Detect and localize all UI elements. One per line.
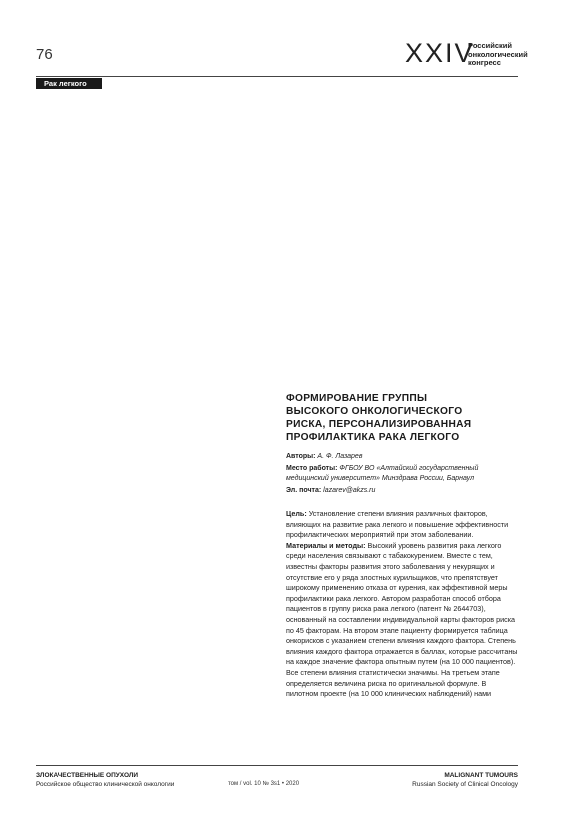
congress-title-line: онкологический (468, 49, 528, 59)
authors-line (286, 452, 520, 462)
email: lazarev@akzs.ru (323, 487, 376, 494)
article (286, 392, 520, 700)
authors-label: Авторы: (286, 453, 316, 460)
email-line (286, 486, 520, 496)
authors: А. Ф. Лазарев (317, 453, 363, 460)
methods-label: Материалы и методы: (286, 540, 366, 550)
footer-journal-ru (36, 771, 174, 789)
title-line: ФОРМИРОВАНИЕ ГРУППЫ (286, 393, 428, 404)
journal-title-ru: ЗЛОКАЧЕСТВЕННЫЕ ОПУХОЛИ (36, 772, 139, 779)
methods-text: Высокий уровень развития рака легкого среди населения связывают с табакокурением. Вместе с тем, известны факторы развития этого заболевания у некурящих и отсутствие его у ряда злостных курильщиков, что препятствует широкому применению отказа от курения, как эффективной меры профилактики рака легкого. Автором разработан способ отбора пациентов в группу риска рака легкого (патент № 2644703), основанный на составлении индивидуальной карты факторов риска по 45 факторам. На втором этапе пациенту формируется таблица онкорисков с указанием степени влияния каждого фактора. Степень влияния каждого фактора отражается в баллах, которые рассчитаны на каждое значение фактора опытным путем (на 10 000 пациентов). (286, 540, 518, 667)
society-ru: Российское общество клинической онкологии (36, 781, 175, 788)
title-line: ПРОФИЛАКТИКА РАКА ЛЕГКОГО (286, 432, 460, 443)
methods-paragraph (286, 541, 520, 668)
congress-number: XXIV (405, 38, 475, 68)
continuation-paragraph: Все степени влияния статистически значимы. На третьем этапе определяется величина риска по оригинальной формуле. В пилотном проекте (на 10 000 клинических наблюдений) нами (286, 667, 500, 699)
title-line: ВЫСОКОГО ОНКОЛОГИЧЕСКОГО (286, 406, 463, 417)
congress-title-line: конгресс (468, 58, 501, 67)
congress-title (468, 42, 528, 68)
footer-volume: том / vol. 10 № 3s1 • 2020 (228, 781, 300, 787)
journal-title-en: MALIGNANT TUMOURS (444, 772, 518, 779)
workplace: ФГБОУ ВО «Алтайский государственный медицинский университет» Минздрава России, Барнаул (286, 465, 479, 482)
section-tag: Рак легкого (36, 78, 102, 89)
aim-label: Цель: (286, 509, 307, 518)
page-number: 76 (36, 46, 53, 63)
email-label: Эл. почта: (286, 487, 322, 494)
header-divider (36, 76, 518, 77)
workplace-line (286, 464, 520, 484)
article-title (286, 392, 520, 444)
society-en: Russian Society of Clinical Oncology (412, 781, 518, 788)
footer-divider (36, 765, 518, 766)
article-meta (286, 452, 520, 496)
workplace-label: Место работы: (286, 465, 338, 472)
congress-title-line: Российский (468, 41, 513, 50)
footer-journal-en (412, 771, 518, 789)
title-line: РИСКА, ПЕРСОНАЛИЗИРОВАННАЯ (286, 419, 472, 430)
aim-paragraph (286, 509, 520, 541)
aim-text: Установление степени влияния различных факторов, влияющих на развитие рака легкого и повышение эффективности профилактических мероприятий при этом заболевании. (286, 509, 509, 540)
